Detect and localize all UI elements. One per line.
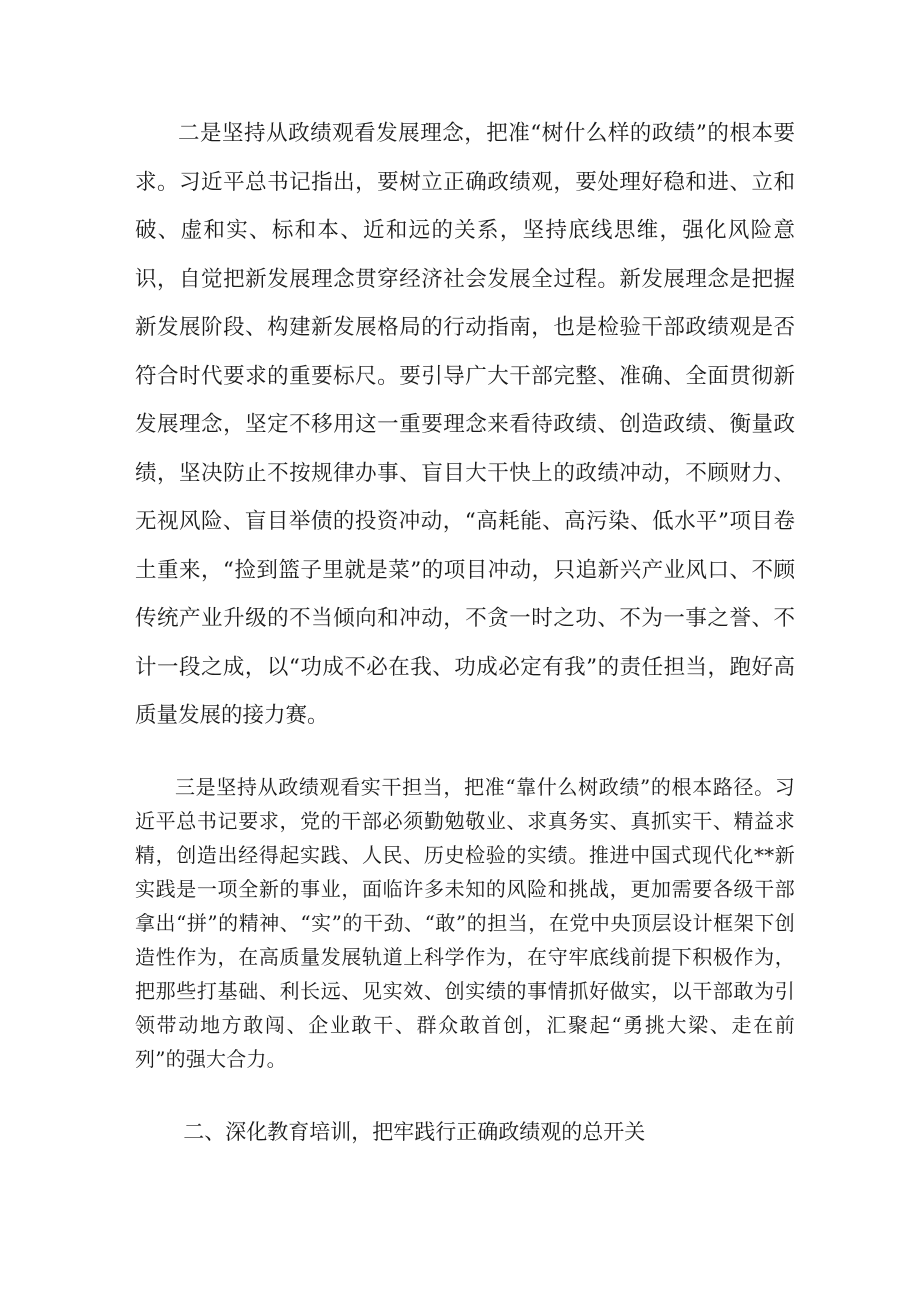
paragraph-development-concept: 二是坚持从政绩观看发展理念，把准“树什么样的政绩”的根本要求。习近平总书记指出，要树立正确政绩观，要处理好稳和进、立和破、虚和实、标和本、近和远的关系，坚持底线思维，强化风险意识，自觉把新发展理念贯穿经济社会发展全过程。新发展理念是把握新发展阶段、构建新发展格局的行动指南，也是检验干部政绩观是否符合时代要求的重要标尺。要引导广大干部完整、准确、全面贯彻新发展理念，坚定不移用这一重要理念来看待政绩、创造政绩、衡量政绩，坚决防止不按规律办事、盲目大干快上的政绩冲动，不顾财力、无视风险、盲目举债的投资冲动，“高耗能、高污染、低水平”项目卷土重来，“捡到篮子里就是菜”的项目冲动，只追新兴产业风口、不顾传统产业升级的不当倾向和冲动，不贪一时之功、不为一事之誉、不计一段之成，以“功成不必在我、功成必定有我”的责任担当，跑好高质量发展的接力赛。 xyxy=(135,121,795,728)
paragraph-practical-responsibility: 三是坚持从政绩观看实干担当，把准“靠什么树政绩”的根本路径。习近平总书记要求，党的干部必须勤勉敬业、求真务实、真抓实干、精益求精，创造出经得起实践、人民、历史检验的实绩。推进中国式现代化**新实践是一项全新的事业，面临许多未知的风险和挑战，更加需要各级干部拿出“拼”的精神、“实”的干劲、“敢”的担当，在党中央顶层设计框架下创造性作为，在高质量发展轨道上科学作为，在守牢底线前提下积极作为，把那些打基础、利长远、见实效、创实绩的事情抓好做实，以干部敢为引领带动地方敢闯、企业敢干、群众敢首创，汇聚起“勇挑大梁、走在前列”的强大合力。 xyxy=(135,775,795,1071)
section-heading: 二、深化教育培训，把牢践行正确政绩观的总开关 xyxy=(183,1120,646,1144)
